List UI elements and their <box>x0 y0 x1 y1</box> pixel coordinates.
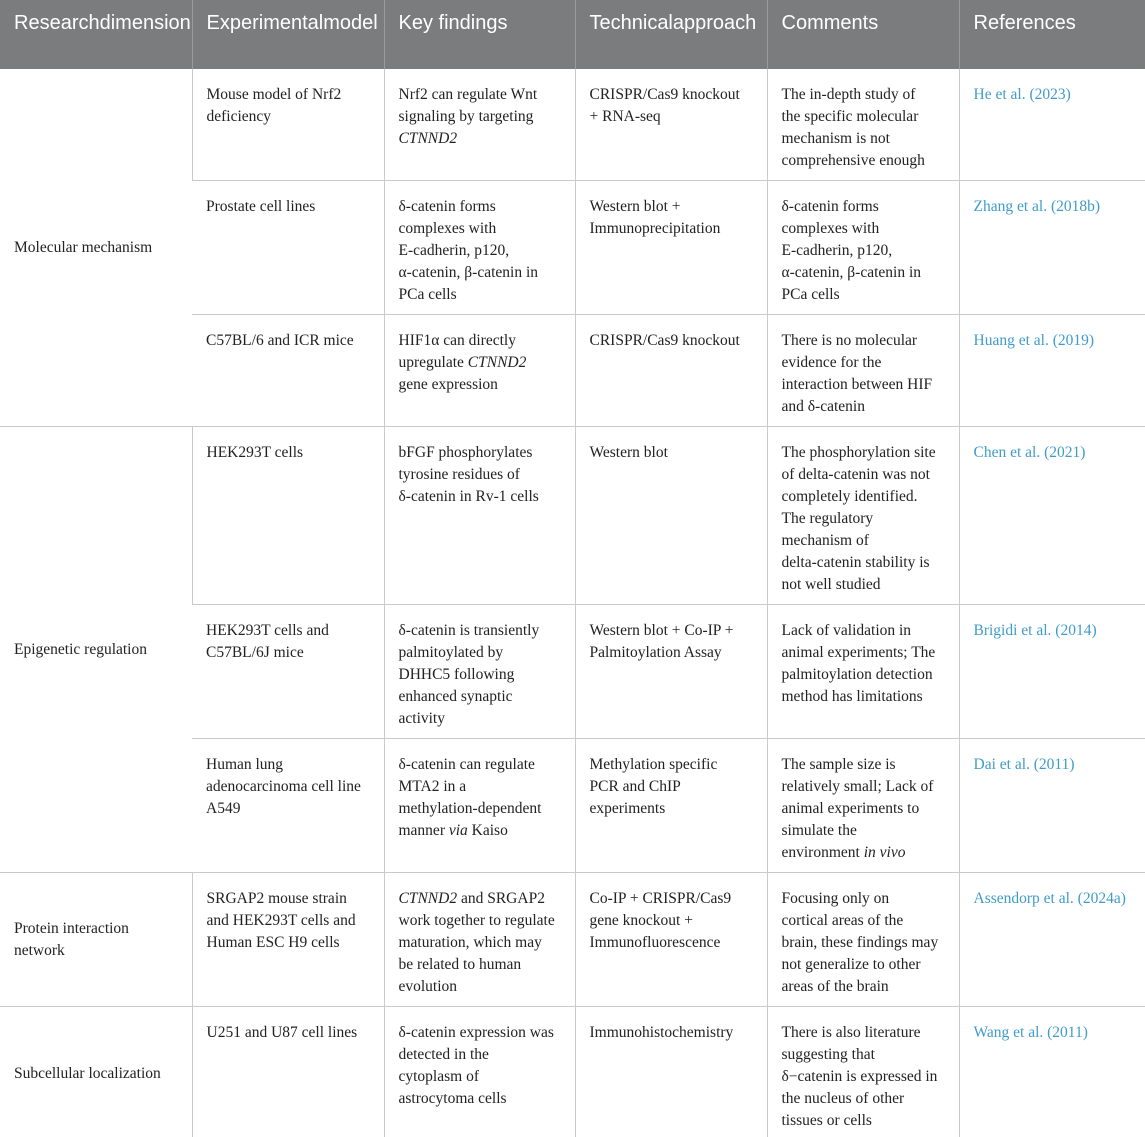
cell-line: Key findings <box>398 12 508 34</box>
header-comments <box>767 0 959 69</box>
key-findings-cell <box>384 739 575 873</box>
reference-link[interactable]: Huang et al. (2019) <box>959 315 1145 427</box>
experimental-model-cell <box>192 427 384 605</box>
cell-line: δ-catenin forms <box>398 198 496 215</box>
cell-line: areas of the brain <box>781 978 889 995</box>
cell-line: deficiency <box>206 108 272 125</box>
cell-line: animal experiments; The <box>781 644 936 661</box>
cell-line: C57BL/6 and ICR mice <box>206 332 354 349</box>
cell-line: not well studied <box>781 576 881 593</box>
cell-line: activity <box>398 710 445 727</box>
cell-line: evolution <box>398 978 458 995</box>
technical-approach-cell <box>575 873 767 1007</box>
technical-approach-cell <box>575 427 767 605</box>
comments-cell <box>767 1007 959 1137</box>
cell-line: The regulatory <box>781 510 874 527</box>
cell-line: The phosphorylation site <box>781 444 936 461</box>
research-dimension-cell <box>0 427 192 873</box>
cell-line: work together to regulate <box>398 912 555 929</box>
cell-line: Protein interaction <box>14 919 129 937</box>
cell-line: Technical <box>589 12 673 34</box>
cell-line: MTA2 in a <box>398 778 467 795</box>
cell-line: palmitoylation detection <box>781 666 933 683</box>
reference-link[interactable]: Dai et al. (2011) <box>959 739 1145 873</box>
experimental-model-cell <box>192 1007 384 1137</box>
reference-link[interactable]: Chen et al. (2021) <box>959 427 1145 605</box>
cell-line: CRISPR/Cas9 knockout <box>589 332 740 349</box>
cell-line: δ-catenin in Rv-1 cells <box>398 488 539 505</box>
cell-line: cortical areas of the <box>781 912 904 929</box>
reference-link[interactable]: Brigidi et al. (2014) <box>959 605 1145 739</box>
cell-line: be related to human <box>398 956 522 973</box>
cell-line <box>399 128 561 150</box>
header-experimental-model <box>192 0 384 69</box>
cell-line: Subcellular localization <box>14 1064 161 1082</box>
cell-line: palmitoylated by <box>398 644 504 661</box>
technical-approach-cell <box>575 605 767 739</box>
cell-line: CTNND2 and SRGAP2 <box>398 890 545 907</box>
cell-line: PCa cells <box>398 286 457 303</box>
comments-cell <box>767 605 959 739</box>
cell-line: References <box>973 12 1076 34</box>
technical-approach-cell <box>575 739 767 873</box>
key-findings-cell <box>384 181 575 315</box>
reference-link[interactable]: Zhang et al. (2018b) <box>959 181 1145 315</box>
cell-line: mechanism of <box>781 532 869 549</box>
cell-line: U251 and U87 cell lines <box>206 1024 358 1041</box>
cell-line: E-cadherin, p120, <box>781 242 893 259</box>
experimental-model-cell <box>192 181 384 315</box>
experimental-model-cell <box>192 69 384 181</box>
cell-line: Methylation specific <box>589 756 718 773</box>
table-row <box>0 873 1145 1007</box>
cell-line: cytoplasm of <box>398 1068 479 1085</box>
cell-line: evidence for the <box>781 354 882 371</box>
cell-line: δ−catenin is expressed in <box>781 1068 938 1085</box>
cell-line: environment in vivo <box>781 844 906 861</box>
key-findings-cell <box>384 1007 575 1137</box>
cell-line: Western blot + <box>589 198 681 215</box>
technical-approach-cell <box>575 315 767 427</box>
cell-line: Immunofluorescence <box>589 934 721 951</box>
comments-cell <box>767 427 959 605</box>
cell-line: tissues or cells <box>781 1112 872 1129</box>
table-row <box>0 1007 1145 1137</box>
italic-term: CTNND2 <box>398 130 458 147</box>
cell-line: Palmitoylation Assay <box>589 644 722 661</box>
cell-line: model <box>323 12 378 34</box>
cell-line: Molecular mechanism <box>14 238 153 256</box>
cell-line: detected in the <box>398 1046 489 1063</box>
cell-line: Experimental <box>206 12 324 34</box>
cell-line: not generalize to other <box>781 956 921 973</box>
research-dimension-cell <box>0 69 192 427</box>
experimental-model-cell <box>192 315 384 427</box>
italic-term: CTNND2 <box>398 890 458 907</box>
cell-line: animal experiments to <box>781 800 920 817</box>
cell-line: Co-IP + CRISPR/Cas9 <box>589 890 732 907</box>
reference-link[interactable]: Wang et al. (2011) <box>959 1007 1145 1137</box>
table-header <box>0 0 1145 69</box>
cell-line: Human lung <box>206 756 284 773</box>
cell-line: The in-depth study of <box>781 86 916 103</box>
research-dimension-cell <box>0 1007 192 1137</box>
cell-line: α-catenin, β-catenin in <box>398 264 539 281</box>
italic-term: via <box>448 822 468 839</box>
cell-line: Nrf2 can regulate Wnt <box>398 86 538 103</box>
cell-line: DHHC5 following <box>398 666 515 683</box>
table-row <box>0 427 1145 605</box>
cell-line: approach <box>672 12 757 34</box>
cell-line: There is also literature <box>781 1024 921 1041</box>
header-key-findings <box>384 0 575 69</box>
header-research-dimension <box>0 0 192 69</box>
cell-line: the nucleus of other <box>781 1090 905 1107</box>
cell-line: comprehensive enough <box>781 152 925 169</box>
cell-line: Human ESC H9 cells <box>206 934 340 951</box>
cell-line: experiments <box>589 800 666 817</box>
cell-line: δ-catenin expression was <box>398 1024 554 1041</box>
technical-approach-cell <box>575 69 767 181</box>
cell-line: the specific molecular <box>781 108 919 125</box>
cell-line: simulate the <box>781 822 857 839</box>
cell-line: gene knockout + <box>589 912 693 929</box>
cell-line: Mouse model of Nrf2 <box>206 86 342 103</box>
technical-approach-cell <box>575 181 767 315</box>
cell-line: brain, these findings may <box>781 934 939 951</box>
table-body <box>0 69 1145 1137</box>
cell-line: There is no molecular <box>781 332 918 349</box>
key-findings-cell <box>384 315 575 427</box>
header-technical-approach <box>575 0 767 69</box>
comments-cell <box>767 739 959 873</box>
cell-line: δ-catenin is transiently <box>398 622 540 639</box>
cell-line: Immunoprecipitation <box>589 220 721 237</box>
cell-line: CRISPR/Cas9 knockout <box>589 86 740 103</box>
cell-line: maturation, which may <box>398 934 542 951</box>
italic-term: CTNND2 <box>467 354 527 371</box>
cell-line: PCR and ChIP <box>589 778 681 795</box>
cell-line: tyrosine residues of <box>398 466 520 483</box>
research-dimension-cell <box>0 873 192 1007</box>
cell-line: upregulate CTNND2 <box>398 354 527 371</box>
cell-line: signaling by targeting <box>398 108 534 125</box>
experimental-model-cell <box>192 739 384 873</box>
cell-line: delta-catenin stability is <box>781 554 930 571</box>
header-references <box>959 0 1145 69</box>
experimental-model-cell <box>192 873 384 1007</box>
cell-line: Comments <box>781 12 879 34</box>
cell-line: network <box>14 941 65 959</box>
italic-term: in vivo <box>863 844 906 861</box>
cell-line: dimension <box>99 12 191 34</box>
cell-line: + RNA-seq <box>589 108 661 125</box>
cell-line: mechanism is not <box>781 130 890 147</box>
comments-cell <box>767 181 959 315</box>
comments-cell <box>767 315 959 427</box>
cell-line: completely identified. <box>781 488 918 505</box>
cell-line: The sample size is <box>781 756 896 773</box>
cell-line: Western blot <box>589 444 668 461</box>
cell-line: Western blot + Co-IP + <box>589 622 734 639</box>
technical-approach-cell <box>575 1007 767 1137</box>
reference-link[interactable]: He et al. (2023) <box>959 69 1145 181</box>
cell-line: Lack of validation in <box>781 622 912 639</box>
comments-cell <box>767 873 959 1007</box>
cell-line: of delta-catenin was not <box>781 466 930 483</box>
cell-line: manner via Kaiso <box>398 822 508 839</box>
cell-line: methylation-dependent <box>398 800 542 817</box>
cell-line: adenocarcinoma cell line <box>206 778 361 795</box>
cell-line: Focusing only on <box>781 890 890 907</box>
cell-line: α-catenin, β-catenin in <box>781 264 922 281</box>
cell-line: HIF1α can directly <box>398 332 516 349</box>
cell-line: δ-catenin forms <box>781 198 879 215</box>
key-findings-cell <box>384 873 575 1007</box>
cell-line: HEK293T cells and <box>206 622 329 639</box>
table-row <box>0 69 1145 181</box>
cell-line: bFGF phosphorylates <box>398 444 533 461</box>
cell-line: Immunohistochemistry <box>589 1024 734 1041</box>
cell-line: Research <box>14 12 100 34</box>
cell-line: A549 <box>206 800 241 817</box>
cell-line: and δ-catenin <box>781 398 865 415</box>
cell-line: Prostate cell lines <box>206 198 316 215</box>
cell-line: δ-catenin can regulate <box>398 756 535 773</box>
cell-line: method has limitations <box>781 688 923 705</box>
experimental-model-cell <box>192 605 384 739</box>
cell-line: complexes with <box>781 220 880 237</box>
header-row <box>0 0 1145 69</box>
cell-line: interaction between HIF <box>781 376 933 393</box>
reference-link[interactable]: Assendorp et al. (2024a) <box>959 873 1145 1007</box>
key-findings-cell <box>384 605 575 739</box>
cell-line: enhanced synaptic <box>398 688 513 705</box>
cell-line: SRGAP2 mouse strain <box>206 890 347 907</box>
cell-line: C57BL/6J mice <box>206 644 304 661</box>
cell-line: PCa cells <box>781 286 840 303</box>
cell-line: suggesting that <box>781 1046 875 1063</box>
cell-line: astrocytoma cells <box>398 1090 507 1107</box>
key-findings-cell <box>384 69 575 181</box>
cell-line: relatively small; Lack of <box>781 778 934 795</box>
cell-line: gene expression <box>398 376 498 393</box>
cell-line: E-cadherin, p120, <box>398 242 510 259</box>
cell-line: complexes with <box>398 220 497 237</box>
key-findings-cell <box>384 427 575 605</box>
cell-line: and HEK293T cells and <box>206 912 356 929</box>
cell-line: HEK293T cells <box>206 444 304 461</box>
cell-line: Epigenetic regulation <box>14 640 147 658</box>
comments-cell <box>767 69 959 181</box>
